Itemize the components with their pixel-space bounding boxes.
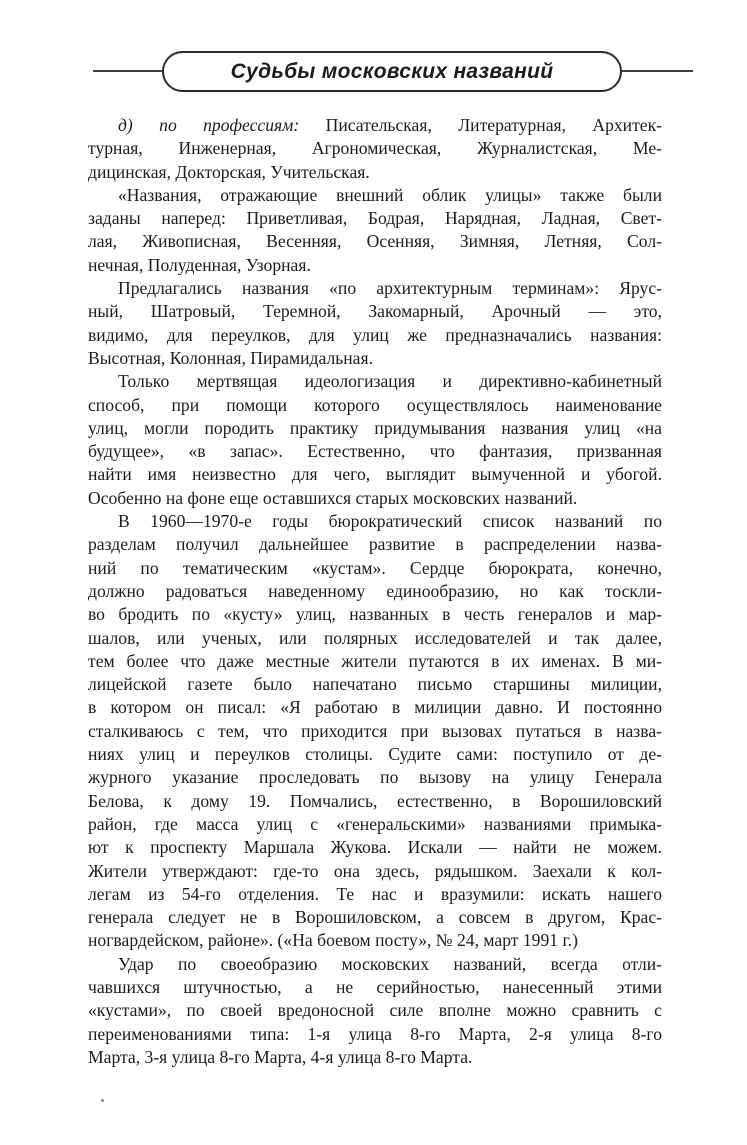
header-rule-right [621, 70, 693, 72]
text-segment: ниях улиц и переулков столицы. Судите сами: поступило от де- [88, 744, 662, 765]
text-line [88, 860, 662, 883]
text-segment: журного указание проследовать по вызову на улицу Генерала [88, 767, 662, 788]
text-segment: «Названия, отражающие внешний облик улицы» также были [118, 184, 662, 205]
text-line [88, 953, 662, 976]
text-segment: «кустами», по своей вредоносной силе вполне можно сравнить с [88, 1000, 662, 1021]
text-line [88, 929, 662, 952]
text-segment: В 1960—1970-е годы бюрократический список названий по [118, 511, 662, 532]
text-segment: лая, Живописная, Весенняя, Осенняя, Зимняя, Летняя, Сол- [88, 231, 662, 252]
text-segment: будущее», «в запас». Естественно, что фантазия, призванная [88, 441, 662, 462]
text-line [88, 696, 662, 719]
text-line [88, 603, 662, 626]
text-line [88, 440, 662, 463]
text-segment: найти имя неизвестно для чего, выглядит вымученной и убогой. [88, 464, 662, 485]
text-line [88, 790, 662, 813]
text-line [88, 976, 662, 999]
text-line [88, 906, 662, 929]
text-segment: Высотная, Колонная, Пирамидальная. [88, 347, 373, 368]
text-line [88, 557, 662, 580]
text-line [88, 463, 662, 486]
text-line [88, 161, 662, 184]
text-segment: переименованиями типа: 1-я улица 8-го Марта, 2-я улица 8-го [88, 1023, 662, 1044]
text-segment: Удар по своеобразию московских названий, всегда отли- [118, 953, 662, 974]
text-segment: Писательская, Литературная, Архитек- [299, 115, 662, 135]
text-segment: ный, Шатровый, Теремной, Закомарный, Арочный — это, [88, 301, 662, 322]
text-line [88, 766, 662, 789]
text-line [88, 836, 662, 859]
text-line [88, 487, 662, 510]
title-box [162, 51, 622, 92]
text-line [88, 254, 662, 277]
text-segment: сталкиваюсь с тем, что приходится при вызовах путаться в назва- [88, 720, 662, 741]
italic-text-segment: д) по профессиям: [118, 115, 300, 135]
text-segment: разделам получил дальнейшее развитие в распределении назва- [88, 534, 662, 555]
paragraph [88, 510, 662, 953]
header-rule-left [93, 70, 163, 72]
text-segment: должно радоваться наведенному единообразию, но как тоскли- [88, 580, 662, 601]
text-line [88, 580, 662, 603]
text-segment: турная, Инженерная, Агрономическая, Журналистская, Ме- [88, 138, 662, 159]
paragraph [88, 184, 662, 277]
text-segment: тем более что даже местные жители путаются в их именах. В ми- [88, 650, 662, 671]
text-segment: Только мертвящая идеологизация и директивно-кабинетный [118, 371, 662, 392]
paragraph [88, 953, 662, 1069]
text-segment: Белова, к дому 19. Помчались, естественно, в Ворошиловский [88, 790, 662, 811]
text-line [88, 277, 662, 300]
text-segment: дицинская, Докторская, Учительская. [88, 161, 370, 182]
text-line [88, 207, 662, 230]
paragraph [88, 114, 662, 184]
text-segment: в котором он писал: «Я работаю в милиции давно. И постоянно [88, 697, 662, 718]
text-segment: чавшихся штучностью, а не серийностью, нанесенный этими [88, 976, 662, 997]
text-segment: Марта, 3-я улица 8-го Марта, 4-я улица 8-го Марта. [88, 1046, 473, 1067]
text-line [88, 720, 662, 743]
text-segment: Жители утверждают: где-то она здесь, рядышком. Заехали к кол- [88, 860, 662, 881]
text-line [88, 300, 662, 323]
text-segment: ют к проспекту Маршала Жукова. Искали — найти не можем. [88, 837, 662, 858]
text-segment: лицейской газете было напечатано письмо старшины милиции, [88, 674, 662, 695]
text-line [88, 370, 662, 393]
ink-dot-artifact [101, 1099, 104, 1102]
text-line [88, 650, 662, 673]
text-line [88, 324, 662, 347]
paragraph [88, 277, 662, 370]
text-segment: способ, при помощи которого осуществлялось наименование [88, 394, 662, 415]
text-line [88, 673, 662, 696]
text-line [88, 394, 662, 417]
text-segment: ногвардейском, районе». («На боевом посту», № 24, март 1991 г.) [88, 930, 578, 951]
page-title: Судьбы московских названий [230, 59, 554, 83]
text-segment: улиц, могли породить практику придумывания названия улиц «на [88, 417, 662, 438]
text-segment: нечная, Полуденная, Узорная. [88, 254, 311, 275]
text-line [88, 743, 662, 766]
text-line [88, 137, 662, 160]
text-line [88, 184, 662, 207]
text-segment: Предлагались названия «по архитектурным терминам»: Ярус- [118, 278, 662, 299]
text-segment: заданы наперед: Приветливая, Бодрая, Нарядная, Ладная, Свет- [88, 208, 662, 229]
text-segment: Особенно на фоне еще оставшихся старых московских названий. [88, 487, 578, 508]
text-segment: район, где масса улиц с «генеральскими» названиями примыка- [88, 813, 662, 834]
text-line [88, 533, 662, 556]
text-segment: во бродить по «кусту» улиц, названных в честь генералов и мар- [88, 604, 662, 625]
text-line [88, 347, 662, 370]
paragraph [88, 370, 662, 510]
text-line [88, 1023, 662, 1046]
text-line [88, 1046, 662, 1069]
body-text [88, 114, 662, 1069]
text-line [88, 883, 662, 906]
text-line [88, 114, 662, 137]
text-line [88, 627, 662, 650]
text-segment: видимо, для переулков, для улиц же предназначались названия: [88, 324, 662, 345]
text-segment: ний по тематическим «кустам». Сердце бюрократа, конечно, [88, 557, 662, 578]
text-line [88, 417, 662, 440]
text-line [88, 230, 662, 253]
text-segment: шалов, или ученых, или полярных исследователей и так далее, [88, 627, 662, 648]
text-segment: генерала следует не в Ворошиловском, а совсем в другом, Крас- [88, 907, 662, 928]
text-line [88, 813, 662, 836]
text-line [88, 999, 662, 1022]
text-line [88, 510, 662, 533]
text-segment: легам из 54-го отделения. Те нас и вразумили: искать нашего [88, 883, 662, 904]
